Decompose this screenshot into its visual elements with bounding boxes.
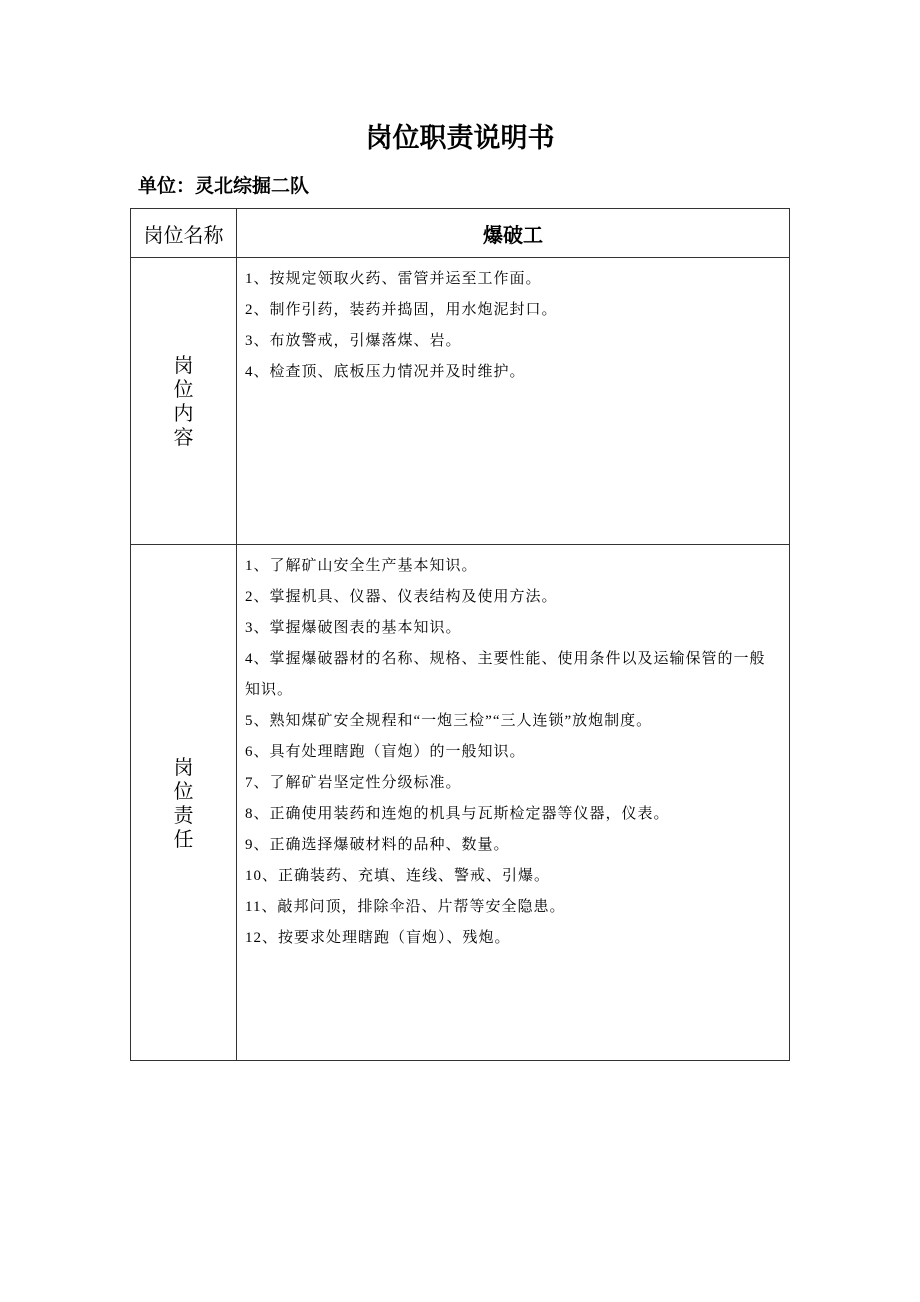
- list-item: 1、了解矿山安全生产基本知识。: [245, 558, 478, 574]
- content-label: 岗 位 内 容: [131, 258, 237, 545]
- list-item: 9、正确选择爆破材料的品种、数量。: [245, 837, 510, 853]
- list-item: 1、按规定领取火药、雷管并运至工作面。: [245, 271, 542, 287]
- list-item: 12、按要求处理瞎跑（盲炮）、残炮。: [245, 930, 511, 946]
- list-item: 8、正确使用装药和连炮的机具与瓦斯检定器等仪器，仪表。: [245, 806, 670, 822]
- duty-list: [237, 545, 790, 1061]
- list-item: 3、掌握爆破图表的基本知识。: [245, 620, 462, 636]
- content-list: [237, 258, 790, 545]
- content-row: [131, 258, 790, 545]
- list-item: 2、制作引药，装药并捣固，用水炮泥封口。: [245, 302, 558, 318]
- duty-table: [130, 208, 790, 1061]
- list-item: 5、熟知煤矿安全规程和“一炮三检”“三人连锁”放炮制度。: [245, 713, 653, 729]
- list-item: 7、了解矿岩坚定性分级标准。: [245, 775, 462, 791]
- list-item: 10、正确装药、充填、连线、警戒、引爆。: [245, 868, 551, 884]
- list-item: 4、掌握爆破器材的名称、规格、主要性能、使用条件以及运输保管的一般知识。: [245, 651, 766, 698]
- duty-row: [131, 545, 790, 1061]
- list-item: 11、敲邦问顶，排除伞沿、片帮等安全隐患。: [245, 899, 566, 915]
- document-title: 岗位职责说明书: [365, 123, 555, 154]
- position-name-label: 岗位名称: [131, 209, 237, 258]
- list-item: 4、检查顶、底板压力情况并及时维护。: [245, 364, 526, 380]
- duty-label: 岗 位 责 任: [131, 545, 237, 1061]
- position-name-value: 爆破工: [237, 209, 790, 258]
- list-item: 3、布放警戒，引爆落煤、岩。: [245, 333, 462, 349]
- unit-line: 单位：灵北综掘二队: [138, 175, 310, 197]
- list-item: 6、具有处理瞎跑（盲炮）的一般知识。: [245, 744, 526, 760]
- list-item: 2、掌握机具、仪器、仪表结构及使用方法。: [245, 589, 558, 605]
- header-row: [131, 209, 790, 258]
